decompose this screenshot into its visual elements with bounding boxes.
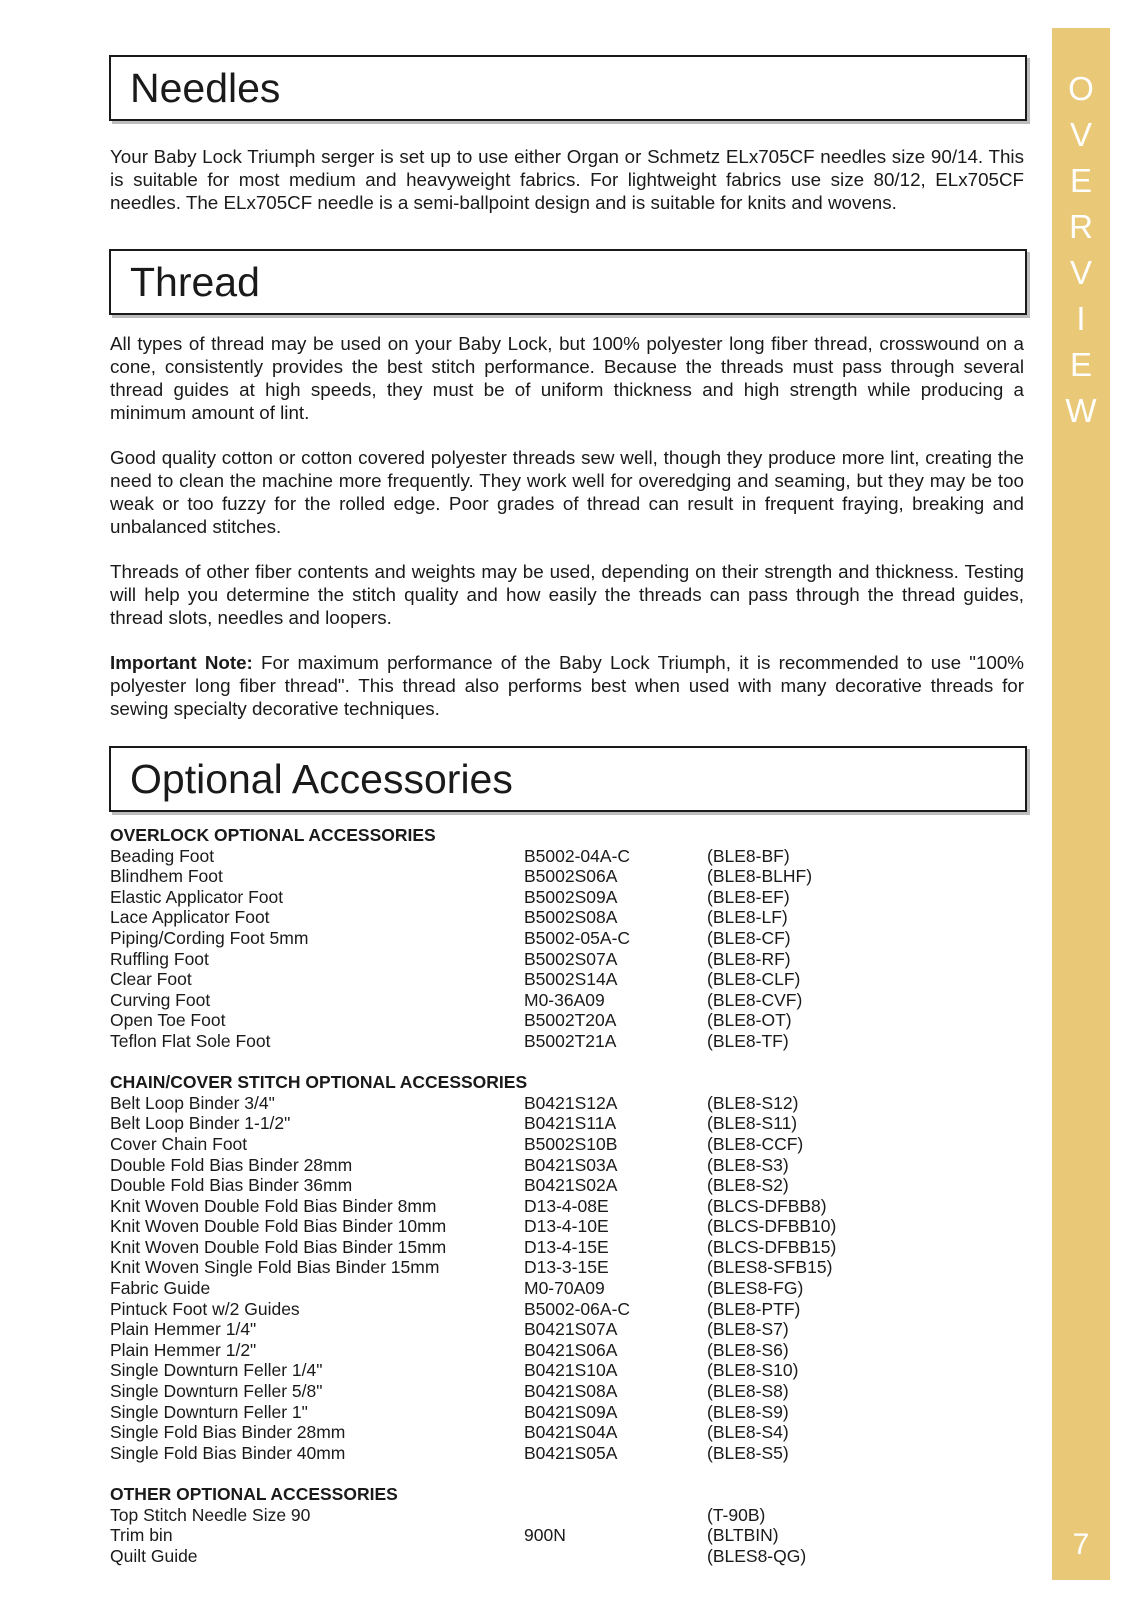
accessory-code: (BLE8-BLHF) — [707, 866, 813, 887]
accessory-row — [110, 1402, 1024, 1423]
accessory-name: Pintuck Foot w/2 Guides — [110, 1298, 300, 1319]
accessory-name: Single Fold Bias Binder 40mm — [110, 1442, 346, 1463]
accessory-row — [110, 1360, 1024, 1381]
needles-heading: Needles — [130, 65, 281, 111]
accessory-code: (BLES8-QG) — [707, 1545, 807, 1566]
accessory-row — [110, 1443, 1024, 1464]
overview-side-tab — [1052, 28, 1110, 1580]
accessory-code: (BLE8-RF) — [707, 948, 791, 969]
accessory-row — [110, 990, 1024, 1011]
accessory-code: (BLE8-S5) — [707, 1442, 789, 1463]
thread-heading-box — [109, 249, 1027, 315]
accessory-row — [110, 866, 1024, 887]
accessory-code: (BLE8-S8) — [707, 1381, 789, 1402]
accessory-part-number: B5002S07A — [524, 948, 618, 969]
accessory-part-number: B0421S04A — [524, 1422, 618, 1443]
accessory-name: Double Fold Bias Binder 28mm — [110, 1154, 353, 1175]
accessory-row — [110, 1505, 1024, 1526]
thread-paragraph-3: Threads of other fiber contents and weights may be used, depending on their strength and thickness. Testing will help you determine the stitch quality and how easily the threads can pass through the thread guides, thread slots, needles and loopers. — [110, 561, 1024, 628]
accessory-row — [110, 1216, 1024, 1237]
accessory-name: Plain Hemmer 1/2" — [110, 1339, 257, 1360]
accessory-part-number: B0421S10A — [524, 1360, 618, 1381]
accessory-name: Single Downturn Feller 1/4" — [110, 1360, 323, 1381]
needles-heading-box — [109, 55, 1027, 121]
accessory-part-number: B0421S06A — [524, 1339, 618, 1360]
accessory-row — [110, 1340, 1024, 1361]
accessory-part-number: M0-36A09 — [524, 989, 605, 1010]
accessory-row — [110, 1299, 1024, 1320]
side-tab-letter: I — [1076, 300, 1086, 337]
accessory-row — [110, 1319, 1024, 1340]
accessory-name: Knit Woven Single Fold Bias Binder 15mm — [110, 1257, 440, 1278]
accessory-row — [110, 1525, 1024, 1546]
accessory-code: (BLE8-CF) — [707, 927, 791, 948]
thread-heading: Thread — [130, 259, 260, 305]
accessory-name: Elastic Applicator Foot — [110, 886, 284, 907]
accessory-part-number: D13-4-08E — [524, 1195, 609, 1216]
side-tab-letter: V — [1069, 116, 1092, 153]
accessory-row — [110, 928, 1024, 949]
accessory-name: Top Stitch Needle Size 90 — [110, 1504, 311, 1525]
accessory-section-title: CHAIN/COVER STITCH OPTIONAL ACCESSORIES — [110, 1072, 528, 1093]
needles-paragraph: Your Baby Lock Triumph serger is set up to use either Organ or Schmetz ELx705CF needles size 90/14. This is suitable for most medium and heavyweight fabrics. For lightweight fabrics use size 80/12, ELx705CF needles. The ELx705CF needle is a semi-ballpoint design and is suitable for knits and wovens. — [110, 146, 1024, 213]
side-tab-letter: E — [1069, 346, 1092, 383]
accessories-heading: Optional Accessories — [130, 756, 513, 802]
accessory-section — [110, 825, 1024, 1052]
accessory-name: Single Downturn Feller 1" — [110, 1401, 308, 1422]
accessory-row — [110, 1546, 1024, 1567]
accessory-part-number: D13-4-15E — [524, 1236, 609, 1257]
accessory-part-number: B5002S06A — [524, 866, 618, 887]
accessory-name: Teflon Flat Sole Foot — [110, 1030, 271, 1051]
accessory-section — [110, 1072, 1024, 1463]
accessory-part-number: M0-70A09 — [524, 1278, 605, 1299]
accessory-row — [110, 1422, 1024, 1443]
accessory-code: (BLES8-FG) — [707, 1278, 804, 1299]
important-note — [110, 651, 1024, 720]
accessory-part-number: B0421S11A — [524, 1113, 617, 1134]
accessory-code: (BLE8-OT) — [707, 1010, 792, 1031]
accessories-list — [110, 825, 1024, 1587]
accessory-row — [110, 1155, 1024, 1176]
accessory-section — [110, 1484, 1024, 1566]
accessory-section-title: OVERLOCK OPTIONAL ACCESSORIES — [110, 825, 436, 845]
accessory-part-number: B0421S05A — [524, 1442, 618, 1463]
accessories-heading-box — [109, 746, 1027, 812]
accessory-code: (BLE8-BF) — [707, 845, 790, 866]
accessory-part-number: B0421S08A — [524, 1381, 618, 1402]
accessory-name: Open Toe Foot — [110, 1010, 226, 1031]
side-tab-title — [1052, 66, 1110, 434]
side-tab-letter: R — [1069, 208, 1093, 245]
side-tab-letter: E — [1069, 162, 1092, 199]
accessory-name: Knit Woven Double Fold Bias Binder 15mm — [110, 1236, 447, 1257]
accessory-part-number: B5002-06A-C — [524, 1298, 631, 1319]
accessory-row — [110, 1237, 1024, 1258]
accessory-row — [110, 1381, 1024, 1402]
accessory-code: (BLE8-TF) — [707, 1030, 789, 1051]
accessory-name: Belt Loop Binder 3/4" — [110, 1092, 275, 1113]
accessory-code: (BLE8-S7) — [707, 1319, 789, 1340]
important-note-label: Important Note: — [110, 652, 253, 673]
accessory-code: (BLTBIN) — [707, 1525, 779, 1546]
accessory-code: (BLCS-DFBB10) — [707, 1216, 837, 1237]
accessory-name: Double Fold Bias Binder 36mm — [110, 1175, 353, 1196]
accessory-code: (BLE8-S9) — [707, 1401, 789, 1422]
accessory-code: (BLCS-DFBB8) — [707, 1195, 827, 1216]
accessory-part-number: B5002T20A — [524, 1010, 617, 1031]
accessory-name: Beading Foot — [110, 845, 215, 866]
accessory-name: Single Downturn Feller 5/8" — [110, 1381, 323, 1402]
accessory-name: Knit Woven Double Fold Bias Binder 8mm — [110, 1195, 437, 1216]
accessory-name: Piping/Cording Foot 5mm — [110, 927, 309, 948]
side-tab-letter: O — [1068, 70, 1094, 107]
accessory-name: Lace Applicator Foot — [110, 907, 270, 928]
thread-paragraph-2: Good quality cotton or cotton covered polyester threads sew well, though they produce more lint, creating the need to clean the machine more frequently. They work well for overedging and seaming, but they may be too weak or too fuzzy for the rolled edge. Poor grades of thread can result in frequent fraying, breaking and unbalanced stitches. — [110, 447, 1024, 537]
accessory-code: (BLE8-CVF) — [707, 989, 803, 1010]
accessory-part-number: B0421S09A — [524, 1401, 618, 1422]
accessory-row — [110, 1134, 1024, 1155]
accessory-row — [110, 1113, 1024, 1134]
accessory-row — [110, 949, 1024, 970]
accessory-code: (BLE8-S12) — [707, 1092, 799, 1113]
accessory-name: Single Fold Bias Binder 28mm — [110, 1422, 346, 1443]
accessory-part-number: B5002S10B — [524, 1133, 618, 1154]
accessory-name: Blindhem Foot — [110, 866, 223, 887]
accessory-part-number: B5002T21A — [524, 1030, 617, 1051]
accessory-code: (BLES8-SFB15) — [707, 1257, 833, 1278]
accessory-row — [110, 1175, 1024, 1196]
side-tab-letter: V — [1069, 254, 1092, 291]
accessory-name: Curving Foot — [110, 989, 211, 1010]
accessory-code: (BLE8-S2) — [707, 1175, 789, 1196]
accessory-part-number: B0421S02A — [524, 1175, 618, 1196]
accessory-row — [110, 1257, 1024, 1278]
accessory-row — [110, 1010, 1024, 1031]
side-tab-letter: W — [1065, 392, 1097, 429]
important-note-text: For maximum performance of the Baby Lock Triumph, it is recommended to use "100% polyester long fiber thread". This thread also performs best when used with many decorative threads for sewing specialty decorative techniques. — [110, 652, 1024, 719]
accessory-code: (BLE8-S4) — [707, 1422, 789, 1443]
accessory-code: (T-90B) — [707, 1504, 766, 1525]
accessory-row — [110, 969, 1024, 990]
accessory-part-number: B0421S07A — [524, 1319, 618, 1340]
accessory-row — [110, 907, 1024, 928]
accessory-part-number: D13-4-10E — [524, 1216, 609, 1237]
accessory-part-number: B5002S09A — [524, 886, 618, 907]
accessory-row — [110, 1196, 1024, 1217]
accessory-code: (BLE8-CLF) — [707, 969, 801, 990]
accessory-name: Plain Hemmer 1/4" — [110, 1319, 257, 1340]
accessory-name: Ruffling Foot — [110, 948, 209, 969]
accessory-part-number: D13-3-15E — [524, 1257, 609, 1278]
accessory-code: (BLE8-PTF) — [707, 1298, 801, 1319]
accessory-part-number: B0421S03A — [524, 1154, 618, 1175]
accessory-code: (BLCS-DFBB15) — [707, 1236, 837, 1257]
accessory-code: (BLE8-EF) — [707, 886, 790, 907]
accessory-name: Trim bin — [110, 1525, 173, 1546]
accessory-name: Fabric Guide — [110, 1278, 211, 1299]
accessory-name: Belt Loop Binder 1-1/2" — [110, 1113, 291, 1134]
accessory-code: (BLE8-LF) — [707, 907, 788, 928]
accessory-row — [110, 1031, 1024, 1052]
accessory-name: Knit Woven Double Fold Bias Binder 10mm — [110, 1216, 447, 1237]
accessory-section-title: OTHER OPTIONAL ACCESSORIES — [110, 1484, 398, 1504]
accessory-row — [110, 1278, 1024, 1299]
accessory-code: (BLE8-S3) — [707, 1154, 789, 1175]
thread-paragraph-1: All types of thread may be used on your Baby Lock, but 100% polyester long fiber thread, crosswound on a cone, consistently provides the best stitch performance. Because the threads must pass through several thread guides at high speeds, they must be of uniform thickness and high strength while producing a minimum amount of lint. — [110, 333, 1024, 423]
accessory-part-number: B5002S14A — [524, 969, 618, 990]
accessory-part-number: B5002-04A-C — [524, 845, 631, 866]
page-number: 7 — [1072, 1528, 1090, 1561]
accessory-name: Clear Foot — [110, 969, 192, 990]
accessory-code: (BLE8-S6) — [707, 1339, 789, 1360]
accessory-part-number: 900N — [524, 1525, 566, 1546]
accessory-part-number: B5002S08A — [524, 907, 618, 928]
accessory-part-number: B0421S12A — [524, 1092, 618, 1113]
accessory-code: (BLE8-S10) — [707, 1360, 799, 1381]
accessory-row — [110, 1093, 1024, 1114]
accessory-name: Cover Chain Foot — [110, 1133, 248, 1154]
accessory-row — [110, 846, 1024, 867]
accessory-code: (BLE8-CCF) — [707, 1133, 804, 1154]
accessory-code: (BLE8-S11) — [707, 1113, 798, 1134]
accessory-part-number: B5002-05A-C — [524, 927, 631, 948]
accessory-row — [110, 887, 1024, 908]
accessory-name: Quilt Guide — [110, 1545, 198, 1566]
